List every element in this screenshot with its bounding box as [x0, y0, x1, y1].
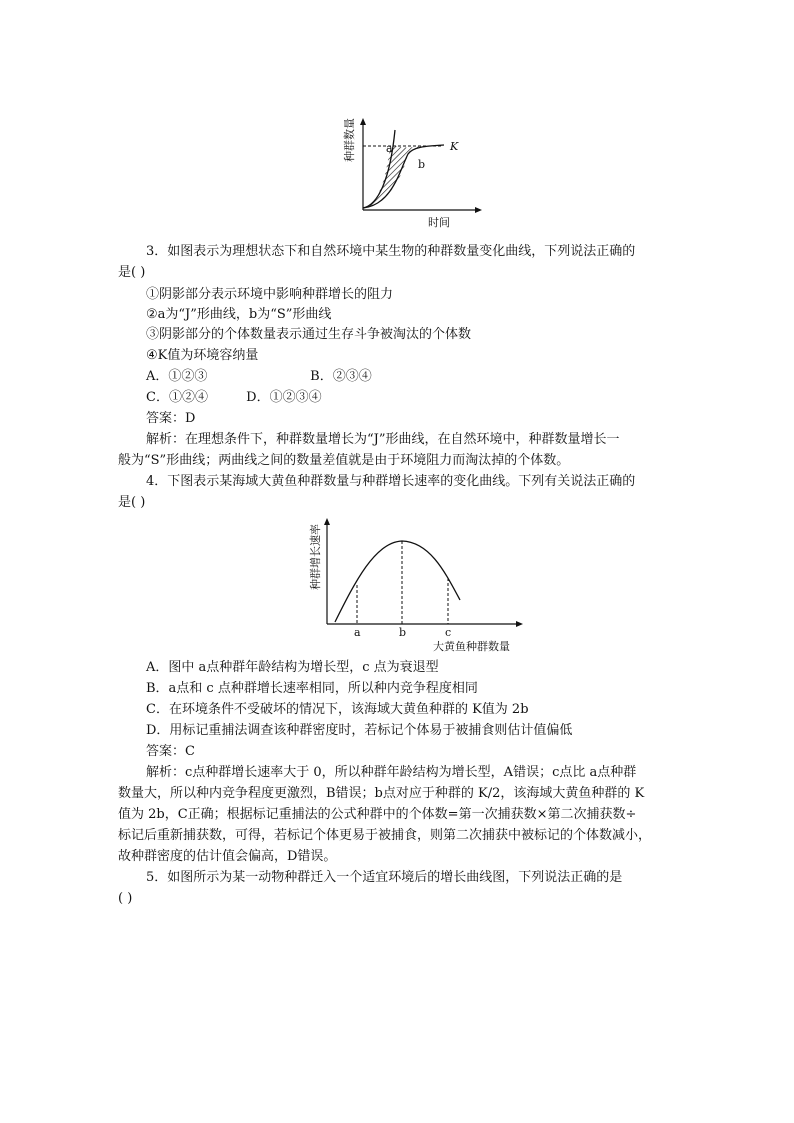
y-axis-arrow: [324, 518, 330, 525]
x-axis-label: 大黄鱼种群数量: [433, 640, 510, 653]
q4-option-a[interactable]: A．图中 a点种群年龄结构为增长型，c 点为衰退型: [146, 660, 439, 675]
label-k: K: [450, 140, 459, 153]
q4-analysis-line4: 标记后重新捕获数，可得，若标记个体更易于被捕食，则第二次捕获中被标记的个体数减小，: [118, 828, 652, 843]
label-b: b: [418, 158, 426, 171]
y-axis-arrow: [360, 118, 366, 125]
figure-growth-rate: [305, 512, 530, 654]
q3-analysis-line2: 般为“S”形曲线；两曲线之间的数量差值就是由于环境阻力而淘汰掉的个体数。: [118, 453, 570, 468]
q4-stem-line2: 是( ): [118, 495, 146, 510]
q4-option-d[interactable]: D．用标记重捕法调查该种群密度时，若标记个体易于被捕食则估计值偏低: [146, 723, 573, 738]
q3-option-a[interactable]: A．①②③: [146, 369, 208, 384]
q4-analysis-line2: 数量大，所以种内竞争程度更激烈，B错误；b点对应于种群的 K/2，该海域大黄鱼种群的 K: [118, 786, 645, 801]
x-axis-label: 时间: [428, 216, 450, 229]
q3-option-d[interactable]: D．①②③④: [246, 390, 322, 405]
q3-answer: 答案：D: [146, 411, 196, 426]
q3-statement-1: ①阴影部分表示环境中影响种群增长的阻力: [146, 287, 394, 302]
q3-statement-3: ③阴影部分的个体数量表示通过生存斗争被淘汰的个体数: [146, 327, 472, 342]
q4-analysis-line5: 故种群密度的估计值会偏高，D错误。: [118, 849, 337, 864]
q3-option-b[interactable]: B．②③④: [310, 369, 372, 384]
shaded-region: [363, 146, 426, 208]
q5-stem-line2: ( ): [118, 891, 133, 906]
figure-population-curves-svg: [330, 110, 490, 235]
q3-option-c[interactable]: C．①②④: [146, 390, 208, 405]
q3-statement-2: ②a为“J”形曲线，b为“S”形曲线: [146, 307, 332, 322]
q4-analysis-line3: 值为 2b，C正确；根据标记重捕法的公式种群中的个体数=第一次捕获数×第二次捕获数÷: [118, 807, 637, 822]
growth-rate-curve: [335, 541, 460, 622]
q4-option-b[interactable]: B．a点和 c 点种群增长速率相同，所以种内竞争程度相同: [146, 681, 478, 696]
q4-stem-line1: 4．下图表示某海域大黄鱼种群数量与种群增长速率的变化曲线。下列有关说法正确的: [146, 474, 636, 489]
q3-options-row2: [146, 389, 322, 407]
q3-stem-line1: 3．如图表示为理想状态下和自然环境中某生物的种群数量变化曲线，下列说法正确的: [146, 244, 636, 259]
figure-population-curves: [330, 110, 490, 235]
label-a: a: [386, 142, 393, 155]
y-axis-label: 种群数量: [343, 118, 356, 162]
y-axis-label: 种群增长速率: [309, 524, 322, 590]
q4-analysis-line1: 解析：c点种群增长速率大于 0，所以种群年龄结构为增长型，A错误；c点比 a点种群: [146, 765, 637, 780]
tick-b: b: [399, 626, 407, 639]
q3-options-row1: [146, 368, 372, 386]
figure-growth-rate-svg: [305, 512, 530, 654]
x-axis-arrow: [516, 621, 523, 627]
q3-stem-line2: 是( ): [118, 265, 146, 280]
q3-analysis-line1: 解析：在理想条件下，种群数量增长为“J”形曲线，在自然环境中，种群数量增长一: [146, 432, 620, 447]
tick-a: a: [354, 626, 361, 639]
tick-c: c: [445, 626, 452, 639]
x-axis-arrow: [475, 207, 482, 213]
q4-answer: 答案：C: [146, 744, 195, 759]
q3-statement-4: ④K值为环境容纳量: [146, 348, 259, 363]
q5-stem-line1: 5．如图所示为某一动物种群迁入一个适宜环境后的增长曲线图，下列说法正确的是: [146, 870, 623, 885]
q4-option-c[interactable]: C．在环境条件不受破坏的情况下，该海域大黄鱼种群的 K值为 2b: [146, 702, 529, 717]
